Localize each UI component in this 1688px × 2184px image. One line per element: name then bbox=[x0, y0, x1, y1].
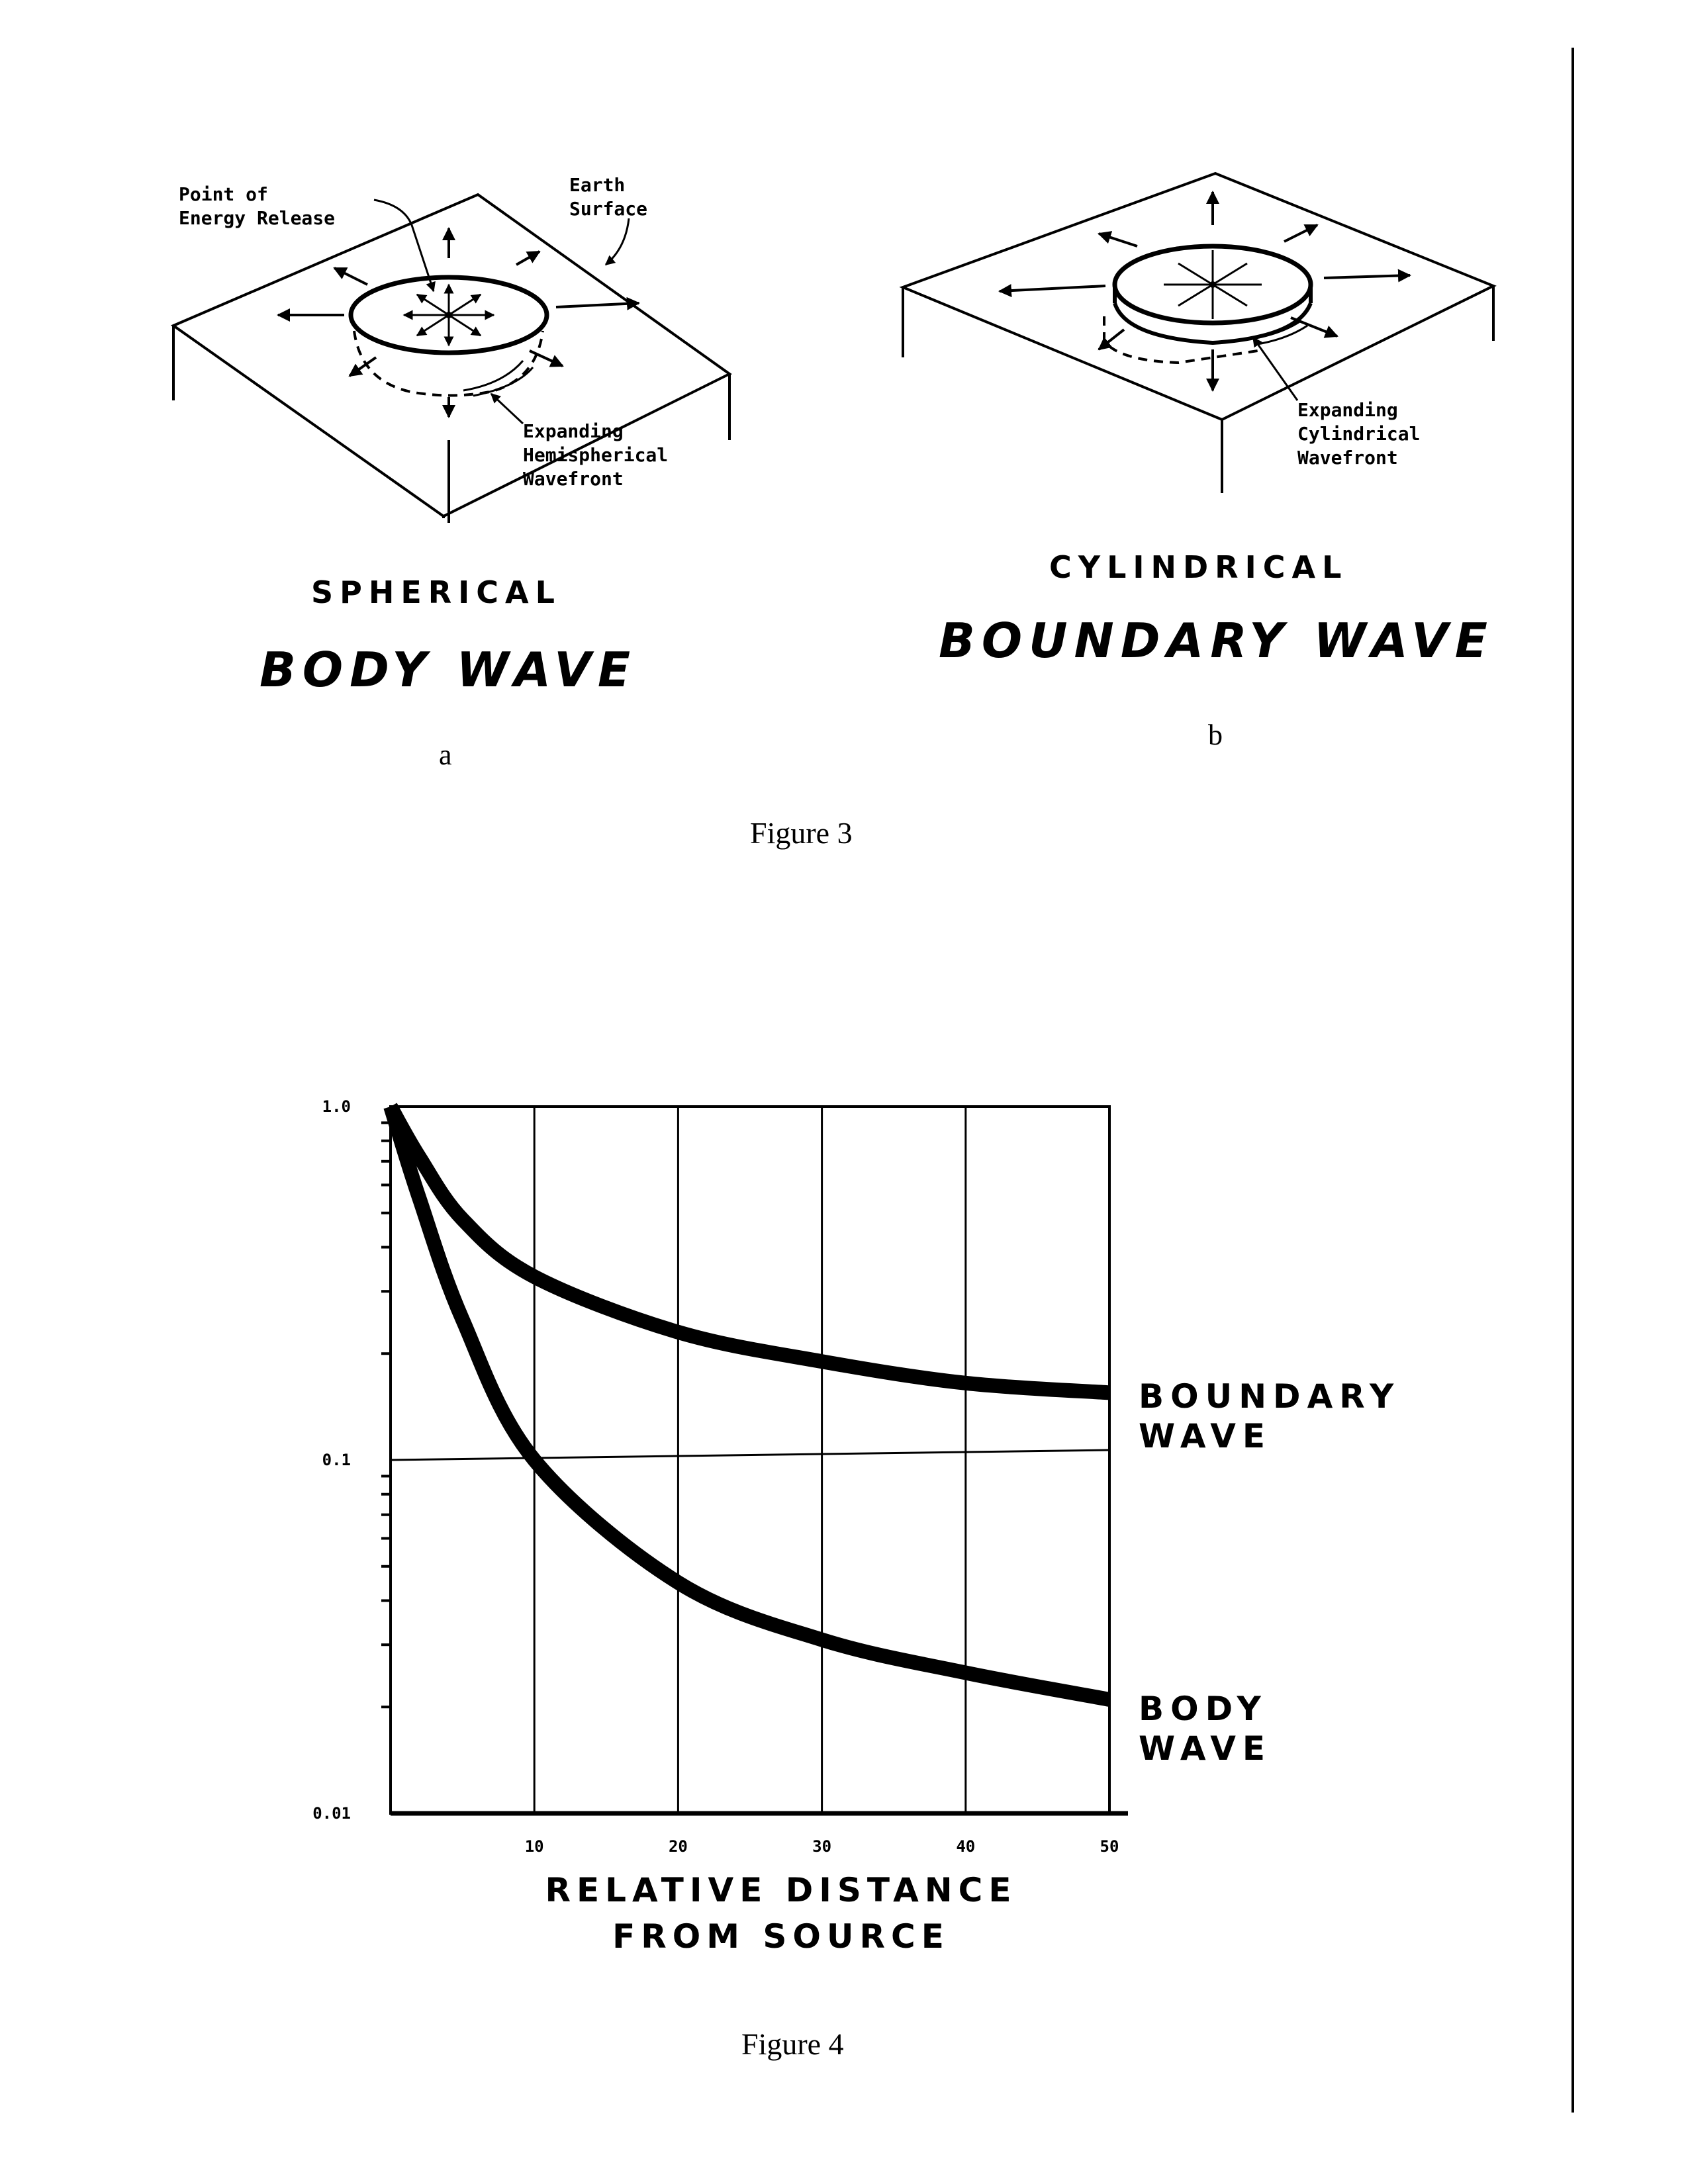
panel-a-label: a bbox=[439, 739, 452, 771]
label-boundary-wave: BOUNDARY WAVE bbox=[1139, 1377, 1401, 1455]
callout-earth-surface: Earth Surface bbox=[569, 174, 648, 220]
x-axis-title-line1: RELATIVE DISTANCE bbox=[545, 1871, 1017, 1909]
x-tick-label: 10 bbox=[524, 1837, 544, 1856]
y-tick-label: 0.1 bbox=[322, 1451, 351, 1469]
grid-line-y bbox=[391, 1450, 1109, 1460]
x-axis-title-line2: FROM SOURCE bbox=[612, 1917, 950, 1956]
figure3-caption: Figure 3 bbox=[750, 816, 853, 850]
figure4-caption: Figure 4 bbox=[741, 2027, 844, 2061]
x-tick-label: 40 bbox=[956, 1837, 976, 1856]
panel-b-label: b bbox=[1208, 719, 1223, 751]
callout-point-of-energy-release: Point of Energy Release bbox=[179, 183, 336, 229]
panel-a-title-line2: BODY WAVE bbox=[259, 642, 637, 698]
label-body-wave: BODY WAVE bbox=[1139, 1690, 1272, 1768]
callout-hemispherical-wavefront: Expanding Hemispherical Wavefront bbox=[523, 420, 669, 490]
x-tick-label: 50 bbox=[1100, 1837, 1119, 1856]
y-tick-label: 0.01 bbox=[312, 1804, 351, 1823]
boundary-wave-curve bbox=[391, 1107, 1109, 1392]
x-tick-label: 30 bbox=[812, 1837, 832, 1856]
body-wave-curve bbox=[391, 1107, 1109, 1700]
x-tick-label: 20 bbox=[668, 1837, 688, 1856]
panel-b-title-line1: CYLINDRICAL bbox=[1049, 549, 1348, 585]
panel-b-title-line2: BOUNDARY WAVE bbox=[939, 613, 1494, 668]
callout-cylindrical-wavefront: Expanding Cylindrical Wavefront bbox=[1297, 399, 1421, 469]
panel-a-title-line1: SPHERICAL bbox=[311, 574, 561, 610]
plot-frame bbox=[391, 1107, 1109, 1813]
y-tick-label: 1.0 bbox=[322, 1097, 351, 1116]
